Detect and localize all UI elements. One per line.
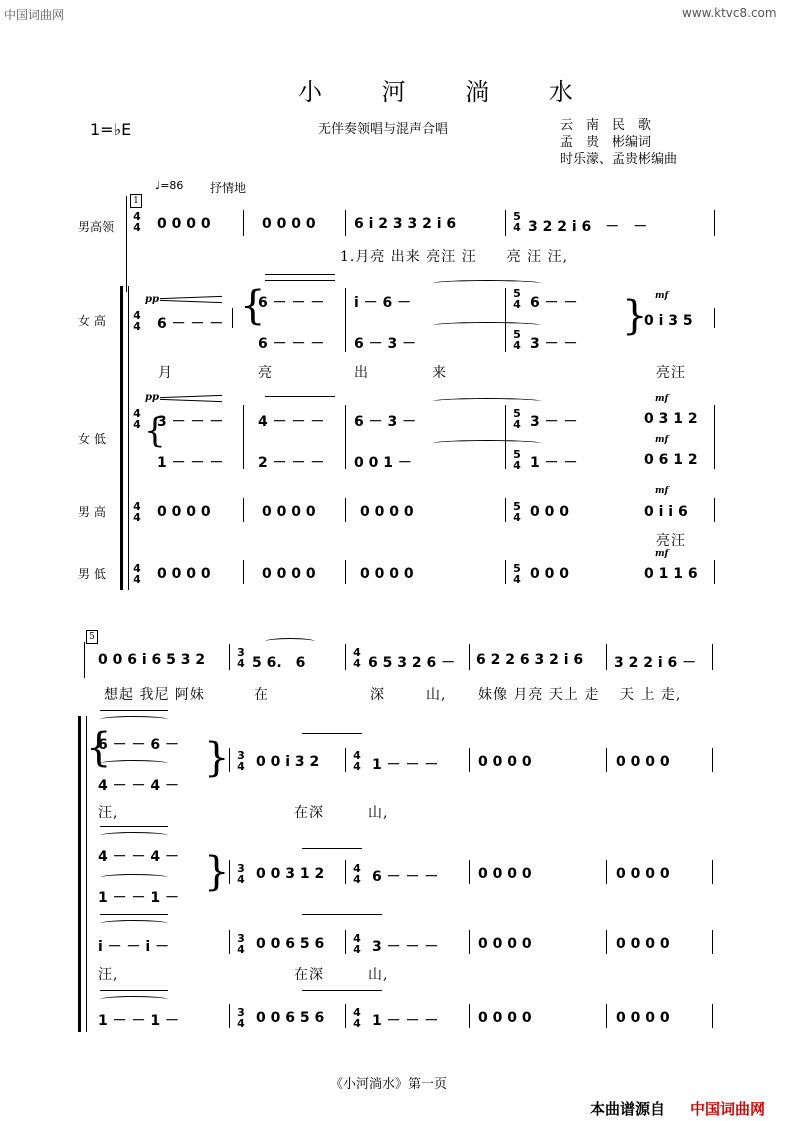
soprano-bot-m2: 6 － － － [258, 336, 325, 352]
lead-lyric-4: 山, [426, 687, 447, 703]
voice-label-lead: 男高领 [78, 220, 115, 234]
soprano-lyric-3: 山, [368, 805, 389, 821]
barline [606, 748, 607, 772]
source-label: 本曲谱源自 [590, 1100, 666, 1118]
bass-m7: 1 － － － [372, 1013, 439, 1029]
time-sig-change: 4 4 [353, 749, 361, 773]
time-sig-tenor: 4 4 [133, 500, 141, 524]
lead-lyric-3: 深 [370, 687, 385, 703]
alto-top-m3: 6 － 3 － [354, 414, 417, 430]
lead-m5: 0 0 6 i 6 5 3 2 [98, 652, 206, 668]
lead-lyric: 1.月亮 出来 亮汪 汪 亮 汪 汪, [340, 249, 569, 265]
accent-line [302, 914, 382, 915]
crescendo-hairpin [160, 399, 222, 402]
accent-line [265, 396, 335, 397]
tenor-m5: i － － i － [98, 939, 170, 955]
key-signature: 1=♭E [90, 120, 132, 139]
alto-top-m1: 3 － － － [157, 414, 224, 430]
soprano-top-m4: 6 － － [530, 295, 578, 311]
barline [712, 748, 713, 772]
dynamic-mf: mf [655, 549, 669, 559]
soprano-lyric-2: 在深 [294, 805, 324, 821]
barline [505, 498, 506, 522]
brace-right: } [204, 849, 230, 895]
time-sig-change: 5 4 [513, 407, 521, 431]
accent-line [302, 848, 362, 849]
time-sig-change: 4 4 [353, 1006, 361, 1030]
barline [714, 405, 715, 469]
barline [505, 560, 506, 584]
bass-m2: 0 0 0 0 [262, 566, 316, 582]
tenor-lyric-3: 山, [368, 967, 389, 983]
soprano-top-m5: 6 － － 6 － [98, 737, 179, 753]
alto-top-m5: 0 3 1 2 [644, 411, 698, 427]
page-footer: 《小河淌水》第一页 [330, 1077, 448, 1092]
barline [714, 560, 715, 584]
soprano-m5: 0 i 3 5 [644, 313, 693, 329]
lead-m4: 3 2 2 i 6 － － [528, 219, 648, 235]
soprano-lyric-4: 来 [432, 365, 447, 381]
barline [606, 860, 607, 884]
barline [243, 498, 244, 522]
bass-m6: 0 0 6 5 6 [256, 1010, 325, 1026]
tenor-m9: 0 0 0 0 [616, 936, 670, 952]
alto-top-m2: 4 － － － [258, 414, 325, 430]
lead-m8: 6 2 2 6 3 2 i 6 [476, 652, 584, 668]
alto-bot-m3: 0 0 1 － [354, 455, 412, 471]
lead-m9: 3 2 2 i 6 － [614, 655, 697, 671]
rehearsal-mark-1: 1 [130, 194, 142, 208]
bass-m8: 0 0 0 0 [478, 1010, 532, 1026]
soprano-lyric-3: 出 [354, 365, 369, 381]
time-sig-lead: 4 4 [133, 210, 141, 234]
soprano-lyric-1: 月 [158, 365, 173, 381]
tie [100, 716, 168, 723]
barline [714, 498, 715, 522]
accent-line [302, 733, 362, 734]
tie [100, 996, 168, 1003]
system-line-choir [128, 286, 129, 590]
lead-lyric-2: 在 [254, 687, 269, 703]
barline [505, 210, 506, 236]
alto-m6: 0 0 3 1 2 [256, 866, 325, 882]
alto-bot-m2: 2 － － － [258, 455, 325, 471]
lead-m6: 5 6. 6 [252, 655, 306, 671]
barline [345, 288, 346, 352]
accent-line [100, 710, 168, 711]
soprano-lyric-1: 汪, [98, 805, 119, 821]
time-sig-change: 4 4 [353, 932, 361, 956]
accent-line [100, 826, 168, 827]
soprano-m6: 0 0 i 3 2 [256, 754, 320, 770]
brace: { [86, 725, 112, 771]
accent-line [265, 274, 335, 275]
choir-bracket [120, 286, 123, 590]
soprano-m9: 0 0 0 0 [616, 754, 670, 770]
dynamic-mf: mf [655, 291, 669, 301]
subtitle: 无伴奏领唱与混声合唱 [318, 122, 449, 137]
barline [229, 748, 230, 772]
soprano-lyric-2: 亮 [258, 365, 273, 381]
soprano-top-m2: 6 － － － [258, 295, 325, 311]
time-sig-alto: 4 4 [133, 407, 141, 431]
time-sig-change: 4 4 [353, 646, 361, 670]
accent-line [302, 990, 382, 991]
barline [345, 210, 346, 236]
tie [432, 280, 542, 287]
barline [712, 1004, 713, 1028]
soprano-bot-m5: 4 － － 4 － [98, 778, 179, 794]
crescendo-hairpin [160, 296, 222, 299]
brace: { [144, 411, 166, 451]
barline [345, 930, 346, 954]
credit-1: 云 南 民 歌 [560, 118, 652, 133]
alto-bot-m4: 1 － － [530, 455, 578, 471]
time-sig-change: 5 4 [513, 210, 521, 234]
lead-lyric-1: 想起 我尼 阿妹 [104, 687, 205, 703]
barline [606, 930, 607, 954]
barline [243, 210, 244, 236]
barline [469, 860, 470, 884]
barline [232, 308, 233, 328]
alto-bot-m5: 1 － － 1 － [98, 890, 179, 906]
alto-m7: 6 － － － [372, 869, 439, 885]
bass-m5: 1 － － 1 － [98, 1013, 179, 1029]
time-sig-change: 3 4 [237, 646, 245, 670]
time-sig-change: 4 4 [353, 862, 361, 886]
tie [432, 440, 542, 447]
tenor-m8: 0 0 0 0 [478, 936, 532, 952]
lead-m3: 6 i 2 3 3 2 i 6 [354, 216, 457, 232]
brace-right: } [622, 293, 648, 339]
tie [432, 398, 542, 405]
barline [505, 405, 506, 469]
tenor-lyric-1: 汪, [98, 967, 119, 983]
barline [345, 498, 346, 522]
dynamic-mf: mf [655, 435, 669, 445]
accent-line [100, 914, 168, 915]
barline [505, 288, 506, 352]
barline [714, 210, 715, 236]
barline [229, 1004, 230, 1028]
lead-lyric-6: 天 上 走, [620, 687, 682, 703]
tie [100, 832, 168, 839]
tempo-mark: ♩=86 [155, 179, 184, 192]
time-sig-change: 3 4 [237, 1006, 245, 1030]
bass-m5: 0 1 1 6 [644, 566, 698, 582]
alto-bot-m5: 0 6 1 2 [644, 452, 698, 468]
time-sig-change: 3 4 [237, 932, 245, 956]
barline [469, 644, 470, 670]
tenor-m6: 0 0 6 5 6 [256, 936, 325, 952]
time-sig-change: 5 4 [513, 328, 521, 352]
time-sig-change: 5 4 [513, 562, 521, 586]
tenor-m4: 0 0 0 [530, 504, 569, 520]
crescendo-hairpin [160, 300, 222, 303]
time-sig-bass: 4 4 [133, 562, 141, 586]
soprano-top-m3: i － 6 － [354, 295, 412, 311]
barline [345, 1004, 346, 1028]
tie [100, 760, 168, 767]
lead-m1: 0 0 0 0 [157, 216, 211, 232]
alto-top-m4: 3 － － [530, 414, 578, 430]
dynamic-mf: mf [655, 394, 669, 404]
expression-mark: 抒情地 [210, 181, 247, 195]
credit-3: 时乐濛、孟贵彬编曲 [560, 152, 678, 167]
lead-m2: 0 0 0 0 [262, 216, 316, 232]
dynamic-pp: pp [145, 294, 159, 305]
time-sig-change: 5 4 [513, 287, 521, 311]
barline [345, 860, 346, 884]
bass-m9: 0 0 0 0 [616, 1010, 670, 1026]
soprano-bot-m4: 3 － － [530, 336, 578, 352]
dynamic-mf: mf [655, 486, 669, 496]
bass-m3: 0 0 0 0 [360, 566, 414, 582]
accent-line [265, 280, 335, 281]
barline [345, 748, 346, 772]
voice-label-soprano: 女 高 [78, 314, 106, 328]
rehearsal-mark-5: 5 [86, 630, 98, 644]
barline [243, 560, 244, 584]
barline [606, 644, 607, 670]
barline [712, 930, 713, 954]
alto-bot-m1: 1 － － － [157, 455, 224, 471]
barline [469, 1004, 470, 1028]
watermark-right: www.ktvc8.com [682, 6, 777, 20]
time-sig-change: 5 4 [513, 500, 521, 524]
soprano-lyric-5: 亮汪 [656, 365, 686, 381]
tie [100, 920, 168, 927]
brace-right: } [204, 735, 230, 781]
tenor-lyric-2: 在深 [294, 967, 324, 983]
barline [714, 308, 715, 328]
tenor-m2: 0 0 0 0 [262, 504, 316, 520]
time-sig-change: 3 4 [237, 862, 245, 886]
bass-m4: 0 0 0 [530, 566, 569, 582]
system-line-lead [84, 642, 85, 678]
crescendo-hairpin [160, 395, 222, 398]
tenor-m3: 0 0 0 0 [360, 504, 414, 520]
tenor-lyric: 亮汪 [656, 533, 686, 549]
barline [606, 1004, 607, 1028]
lead-lyric-5: 妹像 月亮 天上 走 [478, 687, 600, 703]
system-line-lead [126, 196, 127, 292]
dynamic-pp: pp [145, 392, 159, 403]
slur [265, 638, 315, 645]
tie [432, 322, 542, 329]
tenor-m7: 3 － － － [372, 939, 439, 955]
accent-line [100, 990, 168, 991]
bass-m1: 0 0 0 0 [157, 566, 211, 582]
tenor-m5: 0 i i 6 [644, 504, 688, 520]
barline [469, 748, 470, 772]
credit-2: 孟 贵 彬编词 [560, 135, 652, 150]
soprano-bot-m3: 6 － 3 － [354, 336, 417, 352]
voice-label-tenor: 男 高 [78, 505, 106, 519]
time-sig-soprano: 4 4 [133, 309, 141, 333]
soprano-m8: 0 0 0 0 [478, 754, 532, 770]
tie [100, 874, 168, 881]
soprano-m7: 1 － － － [372, 757, 439, 773]
alto-m8: 0 0 0 0 [478, 866, 532, 882]
barline [229, 860, 230, 884]
watermark-left: 中国词曲网 [4, 8, 65, 22]
barline [345, 644, 346, 670]
time-sig-change: 5 4 [513, 448, 521, 472]
barline [712, 644, 713, 670]
voice-label-bass: 男 低 [78, 567, 106, 581]
soprano-m1: 6 － － － [157, 316, 224, 332]
barline [345, 560, 346, 584]
source-site-link[interactable]: 中国词曲网 [690, 1100, 766, 1118]
barline [712, 860, 713, 884]
barline [229, 644, 230, 670]
barline [345, 405, 346, 469]
barline [469, 930, 470, 954]
barline [229, 930, 230, 954]
page-title: 小 河 淌 水 [298, 78, 599, 106]
lead-m7: 6 5 3 2 6 － [368, 655, 456, 671]
tenor-m1: 0 0 0 0 [157, 504, 211, 520]
choir-bracket [78, 716, 81, 1032]
brace: { [240, 283, 266, 329]
time-sig-change: 3 4 [237, 749, 245, 773]
barline [243, 405, 244, 469]
alto-m9: 0 0 0 0 [616, 866, 670, 882]
voice-label-alto: 女 低 [78, 432, 106, 446]
alto-top-m5: 4 － － 4 － [98, 849, 179, 865]
